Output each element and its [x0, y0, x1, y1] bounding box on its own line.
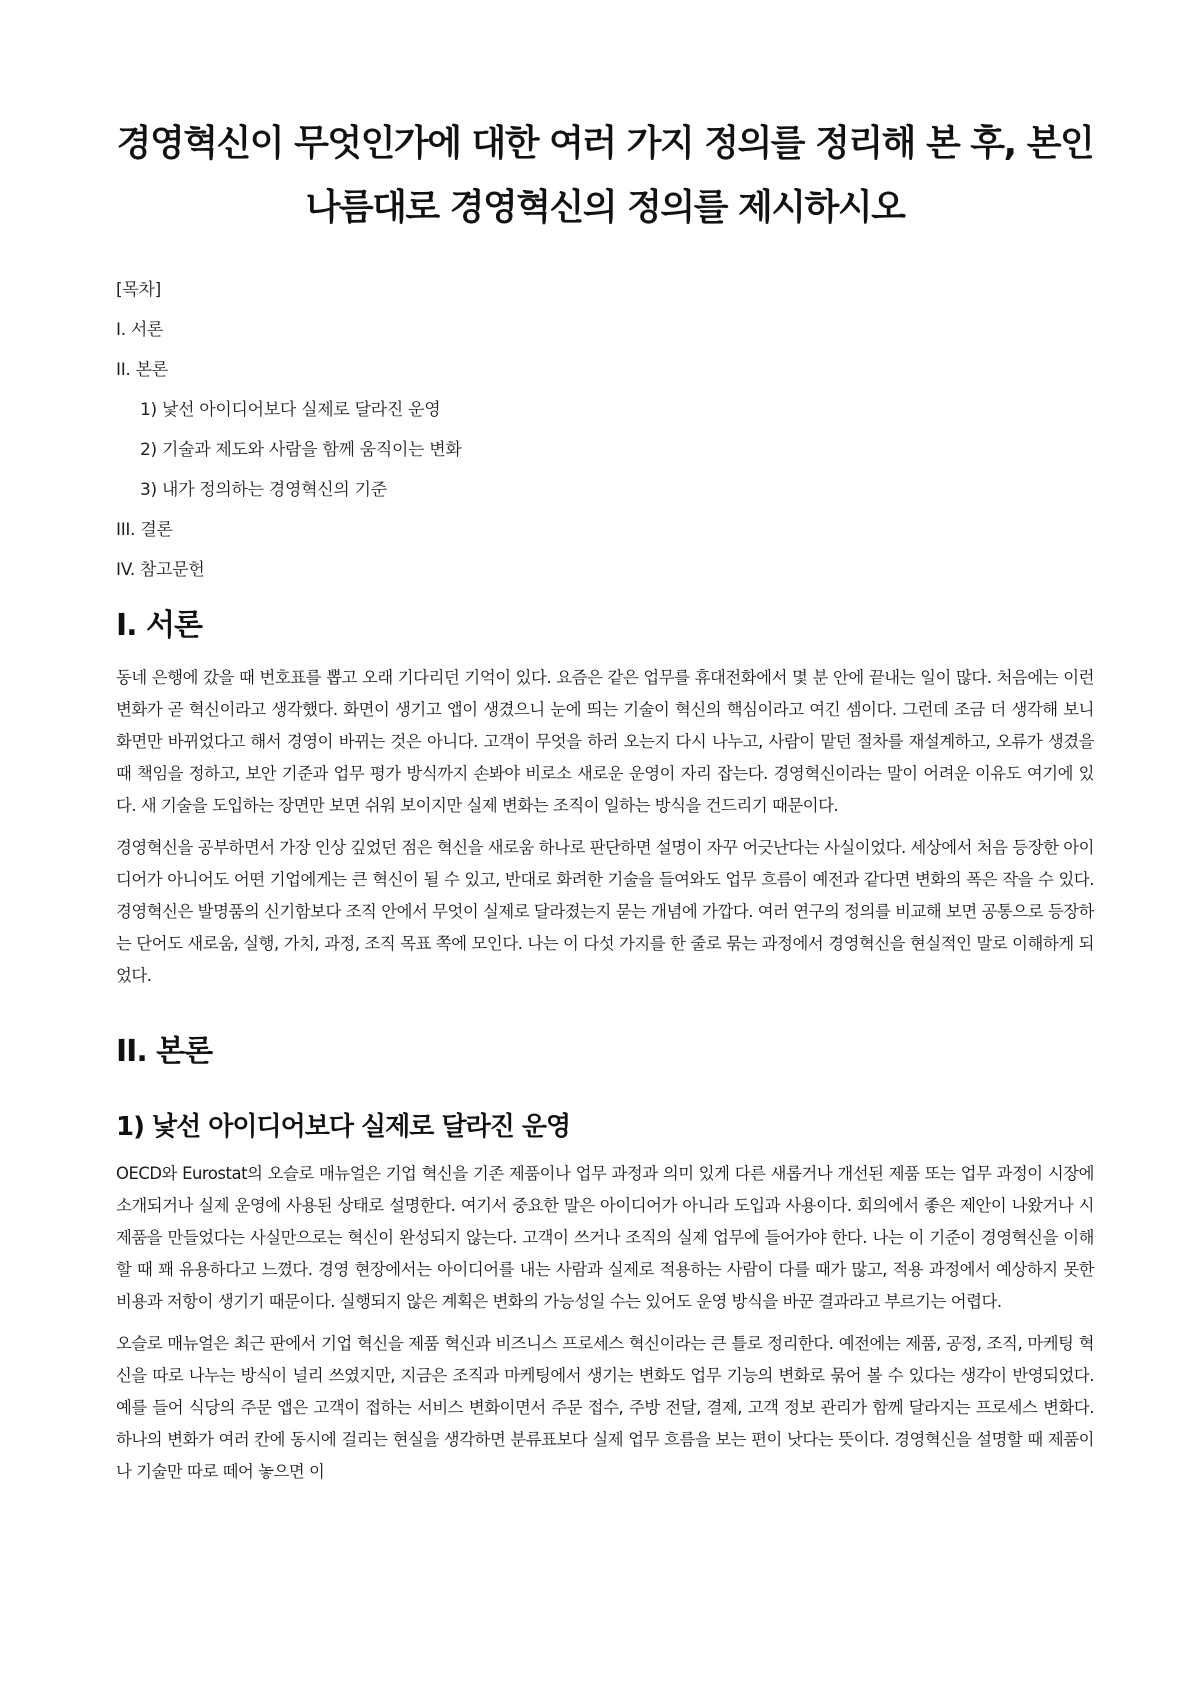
section-spacer: [116, 1002, 1094, 1032]
body-paragraph-2: 오슬로 매뉴얼은 최근 판에서 기업 혁신을 제품 혁신과 비즈니스 프로세스 혁신이라는 큰 틀로 정리한다. 예전에는 제품, 공정, 조직, 마케팅 혁신을 따로 나누는 방식이 널리 쓰였지만, 지금은 조직과 마케팅에서 생기는 변화도 업무 기능의 변화로 묶어 볼 수 있다는 생각이 반영되었다. 예를 들어 식당의 주문 앱은 고객이 접하는 서비스 변화이면서 주문 접수, 주방 전달, 결제, 고객 정보 관리가 함께 달라지는 프로세스 변화다. 하나의 변화가 여러 칸에 동시에 걸리는 현실을 생각하면 분류표보다 실제 업무 흐름을 보는 편이 낫다는 뜻이다. 경영혁신을 설명할 때 제품이나 기술만 따로 떼어 놓으면 이: [116, 1334, 1094, 1481]
intro-paragraph-1: 동네 은행에 갔을 때 번호표를 뽑고 오래 기다리던 기억이 있다. 요즘은 같은 업무를 휴대전화에서 몇 분 안에 끝내는 일이 많다. 처음에는 이런 변화가 곧 혁신이라고 생각했다. 화면이 생기고 앱이 생겼으니 눈에 띄는 기술이 혁신의 핵심이라고 여긴 셈이다. 그런데 조금 더 생각해 보니 화면만 바뀌었다고 해서 경영이 바뀌는 것은 아니다. 고객이 무엇을 하러 오는지 다시 나누고, 사람이 맡던 절차를 재설계하고, 오류가 생겼을 때 책임을 정하고, 보안 기준과 업무 평가 방식까지 손봐야 비로소 새로운 운영이 자리 잡는다. 경영혁신이라는 말이 어려운 이유도 여기에 있다. 새 기술을 도입하는 장면만 보면 쉬워 보이지만 실제 변화는 조직이 일하는 방식을 건드리기 때문이다.: [116, 668, 1094, 815]
toc-item-references: IV. 참고문헌: [116, 560, 205, 580]
toc-item-intro: I. 서론: [116, 320, 164, 340]
document-title: 경영혁신이 무엇인가에 대한 여러 가지 정의를 정리해 본 후, 본인 나름대로 경영혁신의 정의를 제시하시오: [116, 123, 1094, 228]
body-paragraph-1: OECD와 Eurostat의 오슬로 매뉴얼은 기업 혁신을 기존 제품이나 업무 과정과 의미 있게 다른 새롭거나 개선된 제품 또는 업무 과정이 시장에 소개되거나 실제 운영에 사용된 상태로 설명한다. 여기서 중요한 말은 아이디어가 아니라 도입과 사용이다. 회의에서 좋은 제안이 나왔거나 시제품을 만들었다는 사실만으로는 혁신이 완성되지 않는다. 고객이 쓰거나 조직의 실제 업무에 들어가야 한다. 나는 이 기준이 경영혁신을 이해할 때 꽤 유용하다고 느꼈다. 경영 현장에서는 아이디어를 내는 사람과 실제로 적용하는 사람이 다를 때가 많고, 적용 과정에서 예상하지 못한 비용과 저항이 생기기 때문이다. 실행되지 않은 계획은 변화의 가능성일 수는 있어도 운영 방식을 바꾼 결과라고 부르기는 어렵다.: [116, 1164, 1094, 1311]
toc-item-body-1: 1) 낯선 아이디어보다 실제로 달라진 운영: [140, 400, 441, 420]
subsection-spacer: [116, 1088, 1094, 1110]
section-heading-intro: I. 서론: [116, 608, 202, 643]
toc-item-body-3: 3) 내가 정의하는 경영혁신의 기준: [140, 480, 387, 500]
section-heading-body: II. 본론: [116, 1034, 213, 1069]
toc-item-conclusion: III. 결론: [116, 520, 173, 540]
toc-item-body: II. 본론: [116, 360, 168, 380]
toc-heading: [목차]: [116, 280, 161, 300]
subsection-heading-1: 1) 낯선 아이디어보다 실제로 달라진 운영: [116, 1112, 571, 1142]
intro-paragraph-2: 경영혁신을 공부하면서 가장 인상 깊었던 점은 혁신을 새로움 하나로 판단하면 설명이 자꾸 어긋난다는 사실이었다. 세상에서 처음 등장한 아이디어가 아니어도 어떤 기업에게는 큰 혁신이 될 수 있고, 반대로 화려한 기술을 들여와도 업무 흐름이 예전과 같다면 변화의 폭은 작을 수 있다. 경영혁신은 발명품의 신기함보다 조직 안에서 무엇이 실제로 달라졌는지 묻는 개념에 가깝다. 여러 연구의 정의를 비교해 보면 공통으로 등장하는 단어도 새로움, 실행, 가치, 과정, 조직 목표 쪽에 모인다. 나는 이 다섯 가지를 한 줄로 묶는 과정에서 경영혁신을 현실적인 말로 이해하게 되었다.: [116, 838, 1094, 985]
toc-item-body-2: 2) 기술과 제도와 사람을 함께 움직이는 변화: [140, 440, 462, 460]
table-of-contents: [116, 280, 1094, 580]
